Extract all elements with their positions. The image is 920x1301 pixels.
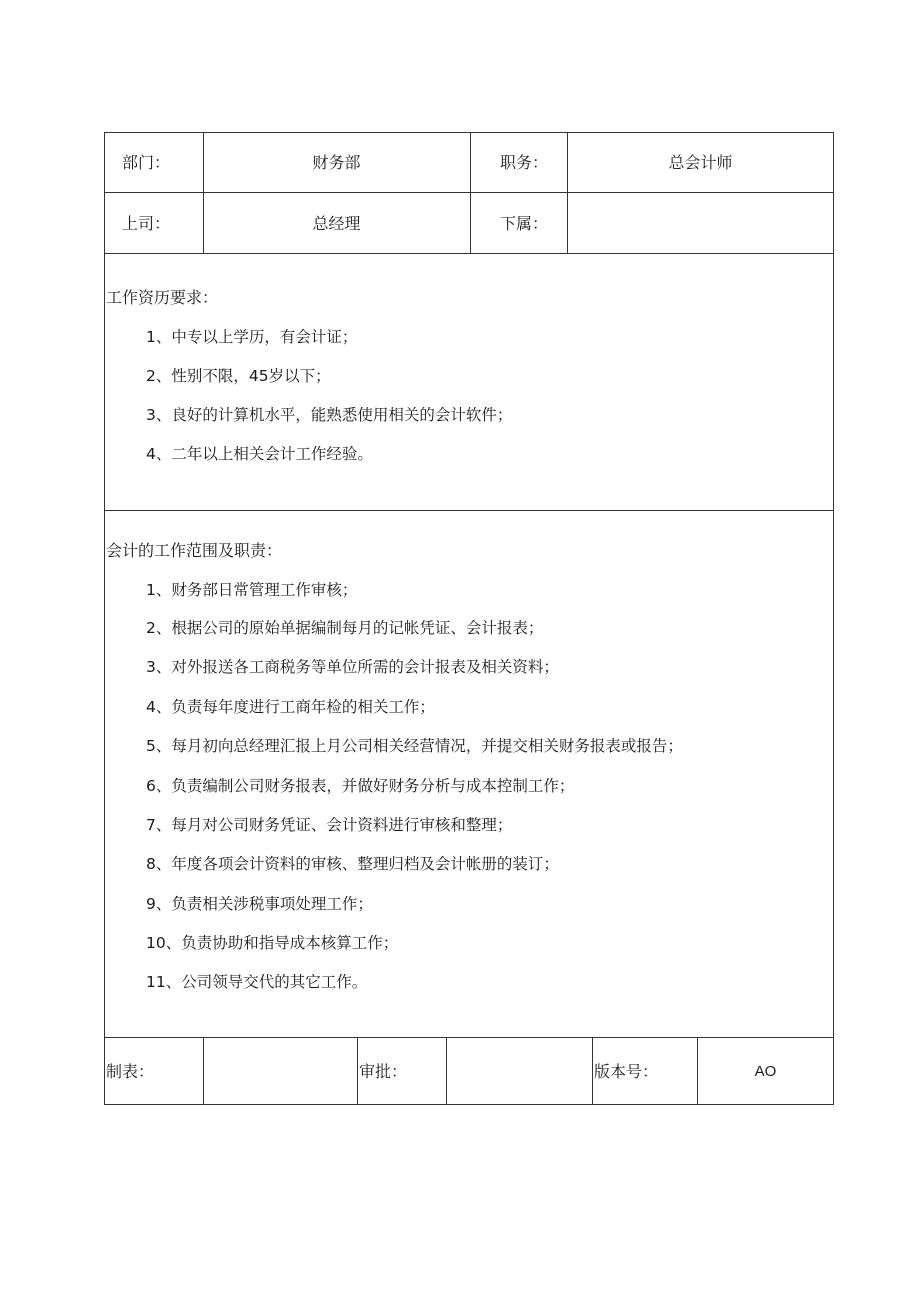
column-divider xyxy=(203,132,204,253)
version-label: 版本号： xyxy=(594,1062,659,1081)
duty-item: 2、根据公司的原始单据编制每月的记帐凭证、会计报表； xyxy=(146,619,544,637)
superior-label: 上司： xyxy=(122,214,171,233)
subordinate-label: 下属： xyxy=(500,214,549,233)
superior-value: 总经理 xyxy=(312,214,361,233)
duty-item: 9、负责相关涉税事项处理工作； xyxy=(146,895,373,913)
row-divider xyxy=(104,510,834,511)
duty-item: 5、每月初向总经理汇报上月公司相关经营情况，并提交相关财务报表或报告； xyxy=(146,737,683,755)
column-divider xyxy=(470,132,471,253)
requirement-item: 1、中专以上学历，有会计证； xyxy=(146,328,358,346)
department-label: 部门： xyxy=(122,153,171,172)
row-divider xyxy=(104,1037,834,1038)
position-value: 总会计师 xyxy=(668,153,733,172)
version-value: AO xyxy=(754,1063,777,1080)
duty-item: 1、财务部日常管理工作审核； xyxy=(146,581,358,599)
column-divider xyxy=(567,132,568,253)
duty-item: 8、年度各项会计资料的审核、整理归档及会计帐册的装订； xyxy=(146,855,559,873)
column-divider xyxy=(357,1037,358,1105)
duty-item: 7、每月对公司财务凭证、会计资料进行审核和整理； xyxy=(146,816,513,834)
approved-by-label: 审批： xyxy=(359,1062,408,1081)
row-divider xyxy=(104,192,834,193)
requirements-title: 工作资历要求： xyxy=(106,288,219,307)
duty-item: 3、对外报送各工商税务等单位所需的会计报表及相关资料； xyxy=(146,658,559,676)
duties-title: 会计的工作范围及职责： xyxy=(106,541,283,560)
column-divider xyxy=(203,1037,204,1105)
duty-item: 10、负责协助和指导成本核算工作； xyxy=(146,934,399,952)
duty-item: 4、负责每年度进行工商年检的相关工作； xyxy=(146,698,435,716)
requirement-item: 4、二年以上相关会计工作经验。 xyxy=(146,445,373,463)
prepared-by-label: 制表： xyxy=(106,1062,155,1081)
duty-item: 6、负责编制公司财务报表，并做好财务分析与成本控制工作； xyxy=(146,777,575,795)
column-divider xyxy=(592,1037,593,1105)
department-value: 财务部 xyxy=(312,153,361,172)
requirement-item: 3、良好的计算机水平，能熟悉使用相关的会计软件； xyxy=(146,406,513,424)
requirement-item: 2、性别不限，45岁以下； xyxy=(146,367,331,385)
row-divider xyxy=(104,253,834,254)
column-divider xyxy=(446,1037,447,1105)
position-label: 职务： xyxy=(500,153,549,172)
duty-item: 11、公司领导交代的其它工作。 xyxy=(146,973,368,991)
